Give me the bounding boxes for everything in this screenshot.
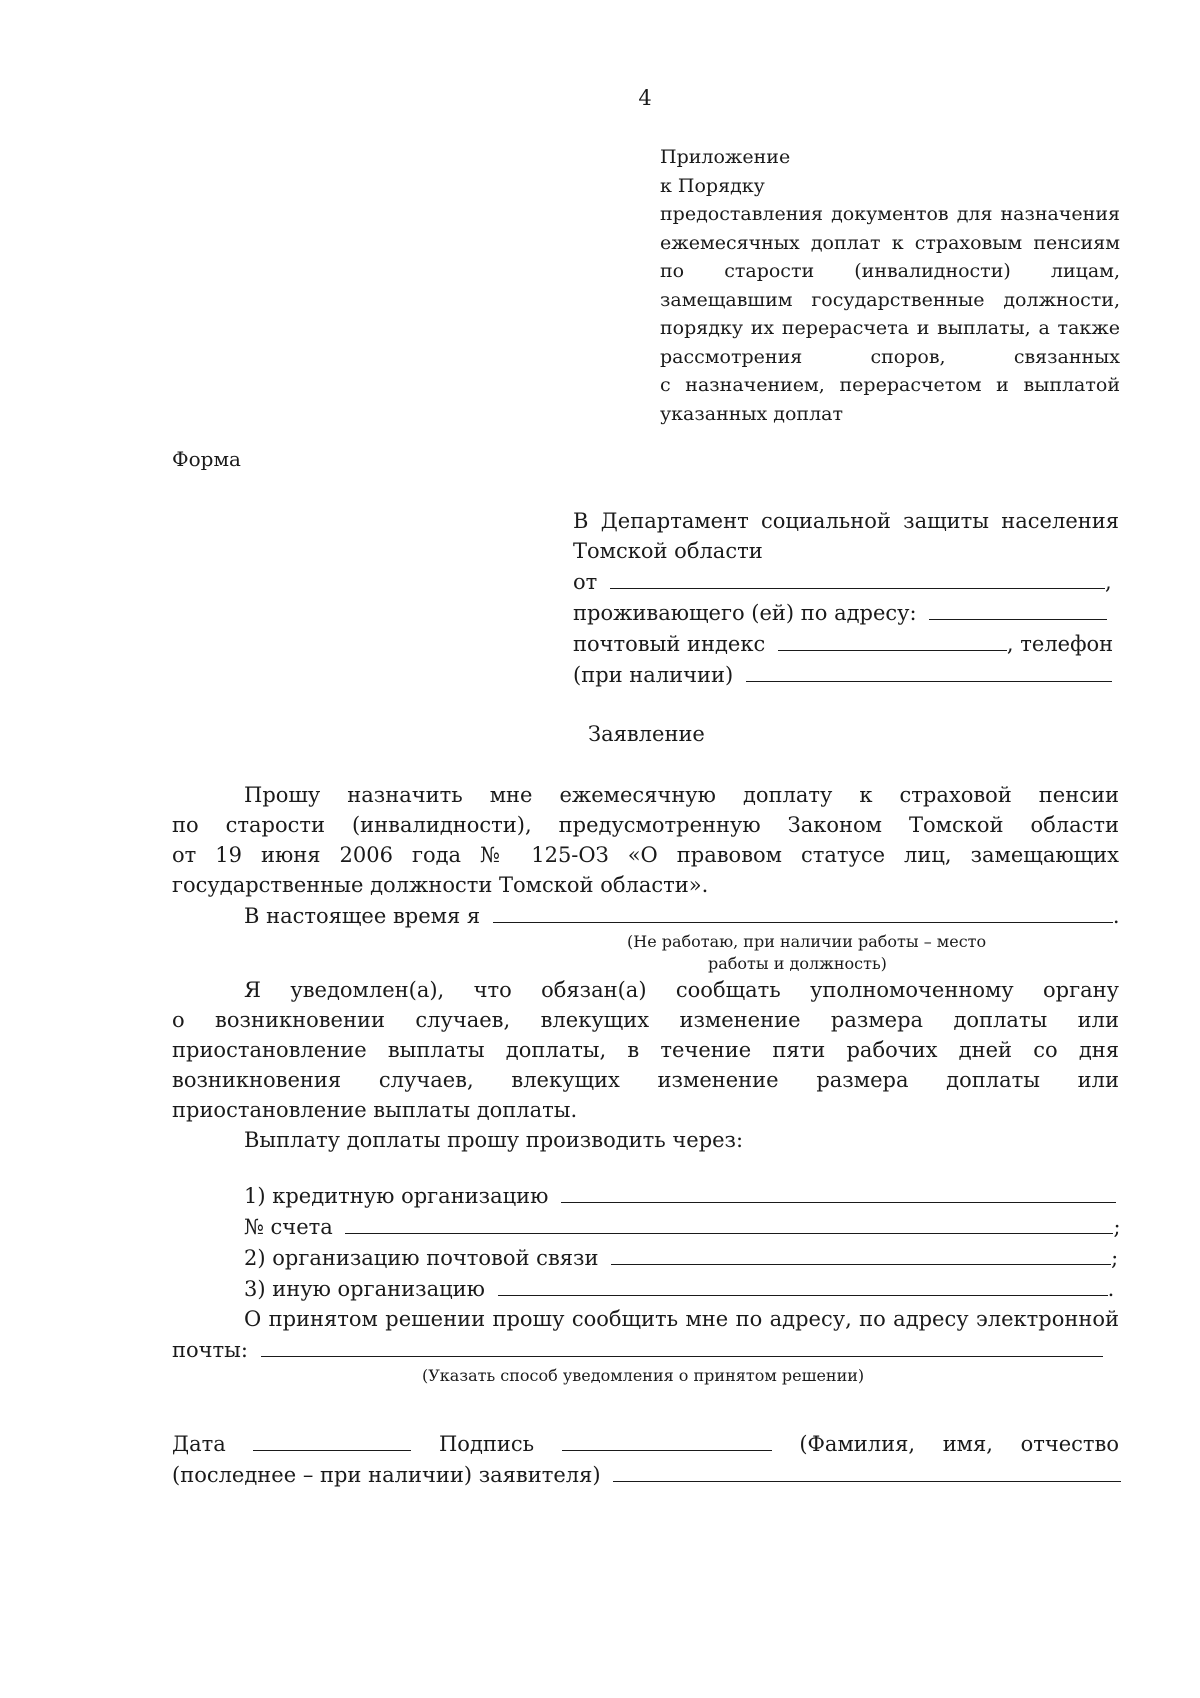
fio-word: отчество [1020,1432,1119,1456]
option-credit-org-row [172,1180,1119,1211]
appendix-line: ежемесячных доплат к страховым пенсиям [660,231,1120,254]
appendix-header [660,143,1120,428]
form-label: Форма [172,447,241,471]
page-number: 4 [638,86,652,110]
fio-field[interactable] [613,1459,1121,1482]
appendix-line: замещавшим государственные должности, [660,288,1120,311]
current-employment-hint: (Не работаю, при наличии работы – место [627,932,987,951]
fio-word: имя, [942,1432,993,1456]
email-label: почты: [172,1338,248,1362]
current-employment-hint: работы и должность) [708,954,887,973]
from-row [573,566,1119,597]
fio-row [172,1459,1119,1490]
current-employment-row [172,900,1119,931]
appendix-line: к Порядку [660,174,765,197]
postcode-row [573,628,1119,659]
appendix-line: с назначением, перерасчетом и выплатой [660,374,1120,396]
address-label: проживающего (ей) по адресу: [573,601,917,625]
email-field[interactable] [261,1334,1103,1357]
paragraph-line: от 19 июня 2006 года № 125-ОЗ «О правовом статусе лиц, замещающих [172,843,1119,867]
current-employment-period: . [1112,904,1120,928]
address-row [573,597,1119,628]
fio-label: (последнее – при наличии) заявителя) [172,1463,601,1487]
option-post-row [172,1242,1119,1273]
from-field[interactable] [610,566,1105,589]
from-comma: , [1104,570,1112,594]
paragraph-line: приостановление выплаты доплаты, в течение пяти рабочих дней со дня [172,1038,1119,1062]
notify-line: О принятом решении прошу сообщить мне по адресу, по адресу электронной [244,1307,1119,1331]
signature-block [172,1428,1119,1490]
signature-row [172,1428,1119,1459]
phone-row [573,659,1119,690]
application-body [172,780,1119,1387]
document-title: Заявление [588,722,705,746]
paragraph-line: Прошу назначить мне ежемесячную доплату к страховой пенсии [244,783,1119,807]
account-field[interactable] [345,1211,1113,1234]
paragraph-line: о возникновении случаев, влекущих изменение размера доплаты или [172,1008,1119,1032]
paragraph-line: приостановление выплаты доплаты. [172,1098,578,1122]
appendix-line: по старости (инвалидности) лицам, [660,260,1120,282]
paragraph-line: Я уведомлен(а), что обязан(а) сообщать уполномоченному органу [244,978,1119,1002]
account-semicolon: ; [1113,1215,1121,1239]
appendix-line: указанных доплат [660,402,843,425]
account-row [172,1211,1119,1242]
appendix-line: предоставления документов для назначения [660,203,1120,225]
from-label: от [573,570,598,594]
addressee-block [573,506,1119,690]
date-field[interactable] [253,1428,411,1451]
addressee-line: В Департамент социальной защиты населения [573,509,1119,533]
option-other-label: 3) иную организацию [244,1277,485,1301]
current-employment-field[interactable] [493,900,1113,923]
email-row [172,1334,1119,1365]
notify-hint: (Указать способ уведомления о принятом решении) [422,1366,865,1385]
payment-method-heading: Выплату доплаты прошу производить через: [244,1128,744,1152]
date-label: Дата [172,1432,226,1456]
option-other-row [172,1273,1119,1304]
paragraph-line: возникновения случаев, влекущих изменение размера доплаты или [172,1068,1119,1092]
appendix-line: рассмотрения споров, связанных [660,345,1120,368]
option-credit-org-label: 1) кредитную организацию [244,1184,549,1208]
sign-label: Подпись [438,1432,535,1456]
phone-label: , телефон [1006,632,1114,656]
post-org-field[interactable] [611,1242,1111,1265]
post-semicolon: ; [1111,1246,1119,1270]
phone-field[interactable] [746,659,1112,682]
addressee-line: Томской области [573,539,763,563]
sign-field[interactable] [562,1428,772,1451]
appendix-line: порядку их перерасчета и выплаты, а также [660,317,1120,339]
address-field[interactable] [929,597,1107,620]
fio-word: (Фамилия, [799,1432,916,1456]
paragraph-line: по старости (инвалидности), предусмотренную Законом Томской области [172,813,1119,837]
other-period: . [1107,1277,1115,1301]
account-label: № счета [244,1215,333,1239]
if-any-label: (при наличии) [573,663,734,687]
other-org-field[interactable] [498,1273,1108,1296]
paragraph-line: государственные должности Томской области». [172,873,709,897]
appendix-line: Приложение [660,146,791,168]
postcode-label: почтовый индекс [573,632,766,656]
postcode-field[interactable] [778,628,1007,651]
credit-org-field[interactable] [561,1180,1116,1203]
option-post-label: 2) организацию почтовой связи [244,1246,599,1270]
current-employment-label: В настоящее время я [244,904,481,928]
